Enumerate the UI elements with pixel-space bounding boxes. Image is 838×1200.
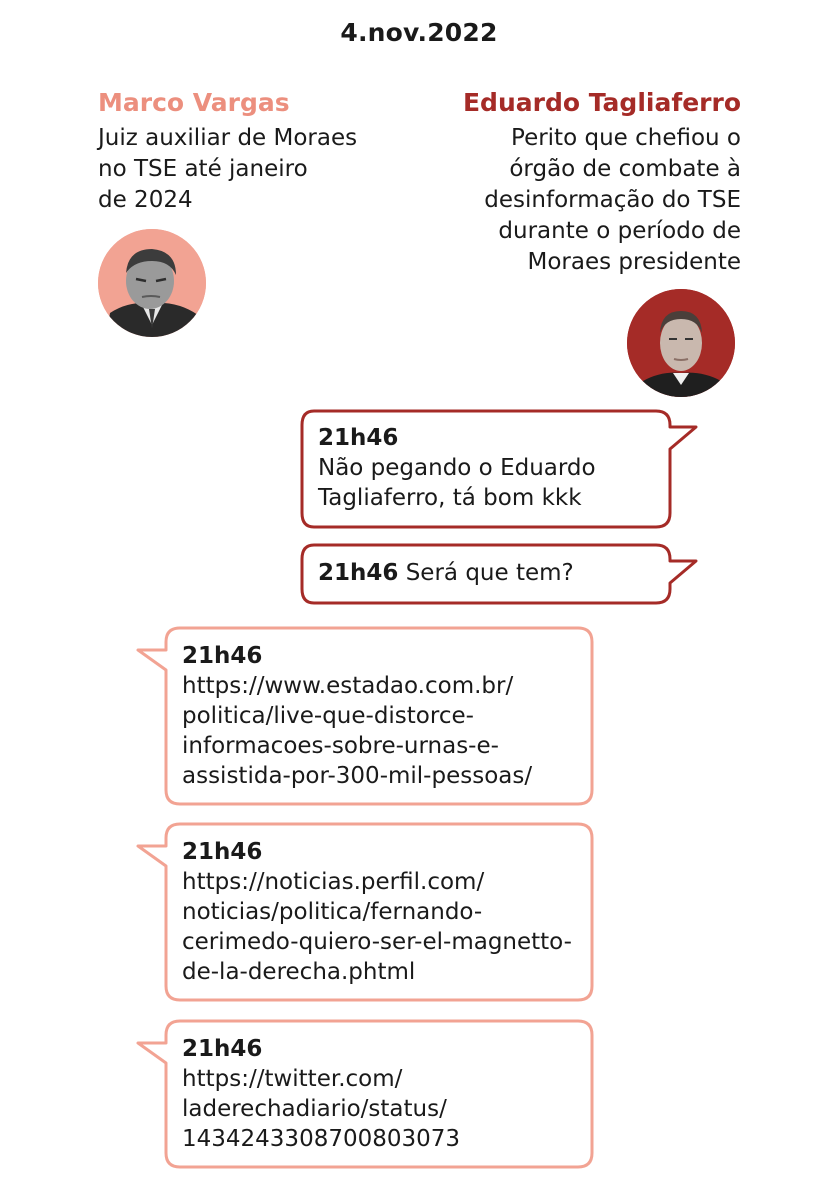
description-line: de 2024 (98, 187, 193, 213)
person-name-eduardo-tagliaferro: Eduardo Tagliaferro (462, 88, 741, 117)
person-description-eduardo-tagliaferro (484, 123, 741, 278)
description-line: durante o período de (498, 218, 741, 244)
message-link-line: informacoes-sobre-urnas-e- (182, 733, 499, 759)
message-link-line: https://twitter.com/ (182, 1066, 403, 1092)
message-text: Será que tem? (405, 560, 574, 586)
message-bubble (300, 543, 700, 605)
description-line: Juiz auxiliar de Moraes (98, 125, 358, 151)
portrait-photo-icon (98, 229, 206, 337)
message-timestamp: 21h46 (318, 560, 399, 586)
date-header: 4.nov.2022 (340, 18, 498, 47)
message-bubble (134, 626, 596, 808)
message-link-line: cerimedo-quiero-ser-el-magnetto- (182, 929, 572, 955)
message-timestamp: 21h46 (182, 1036, 263, 1062)
message-timestamp: 21h46 (318, 425, 399, 451)
avatar-eduardo-tagliaferro (627, 289, 735, 397)
message-link-line: politica/live-que-distorce- (182, 703, 474, 729)
description-line: Moraes presidente (527, 249, 741, 275)
description-line: desinformação do TSE (484, 187, 741, 213)
message-text-line: Tagliaferro, tá bom kkk (318, 485, 582, 511)
message-link-line: de-la-derecha.phtml (182, 959, 416, 985)
message-bubble (134, 822, 596, 1004)
message-timestamp: 21h46 (182, 839, 263, 865)
message-link-line: https://www.estadao.com.br/ (182, 673, 514, 699)
message-bubble (300, 409, 700, 529)
description-line: órgão de combate à (509, 156, 741, 182)
avatar-marco-vargas (98, 229, 206, 337)
message-link-line: https://noticias.perfil.com/ (182, 869, 485, 895)
person-name-marco-vargas: Marco Vargas (98, 88, 290, 117)
person-description-marco-vargas (98, 123, 357, 216)
message-text-line: Não pegando o Eduardo (318, 455, 596, 481)
portrait-photo-icon (627, 289, 735, 397)
message-link-line: laderechadiario/status/ (182, 1096, 447, 1122)
message-timestamp: 21h46 (182, 643, 263, 669)
description-line: no TSE até janeiro (98, 156, 308, 182)
message-bubble (134, 1019, 596, 1169)
description-line: Perito que chefiou o (511, 125, 741, 151)
message-link-line: noticias/politica/fernando- (182, 899, 483, 925)
message-link-line: 1434243308700803073 (182, 1126, 461, 1152)
message-link-line: assistida-por-300-mil-pessoas/ (182, 763, 533, 789)
